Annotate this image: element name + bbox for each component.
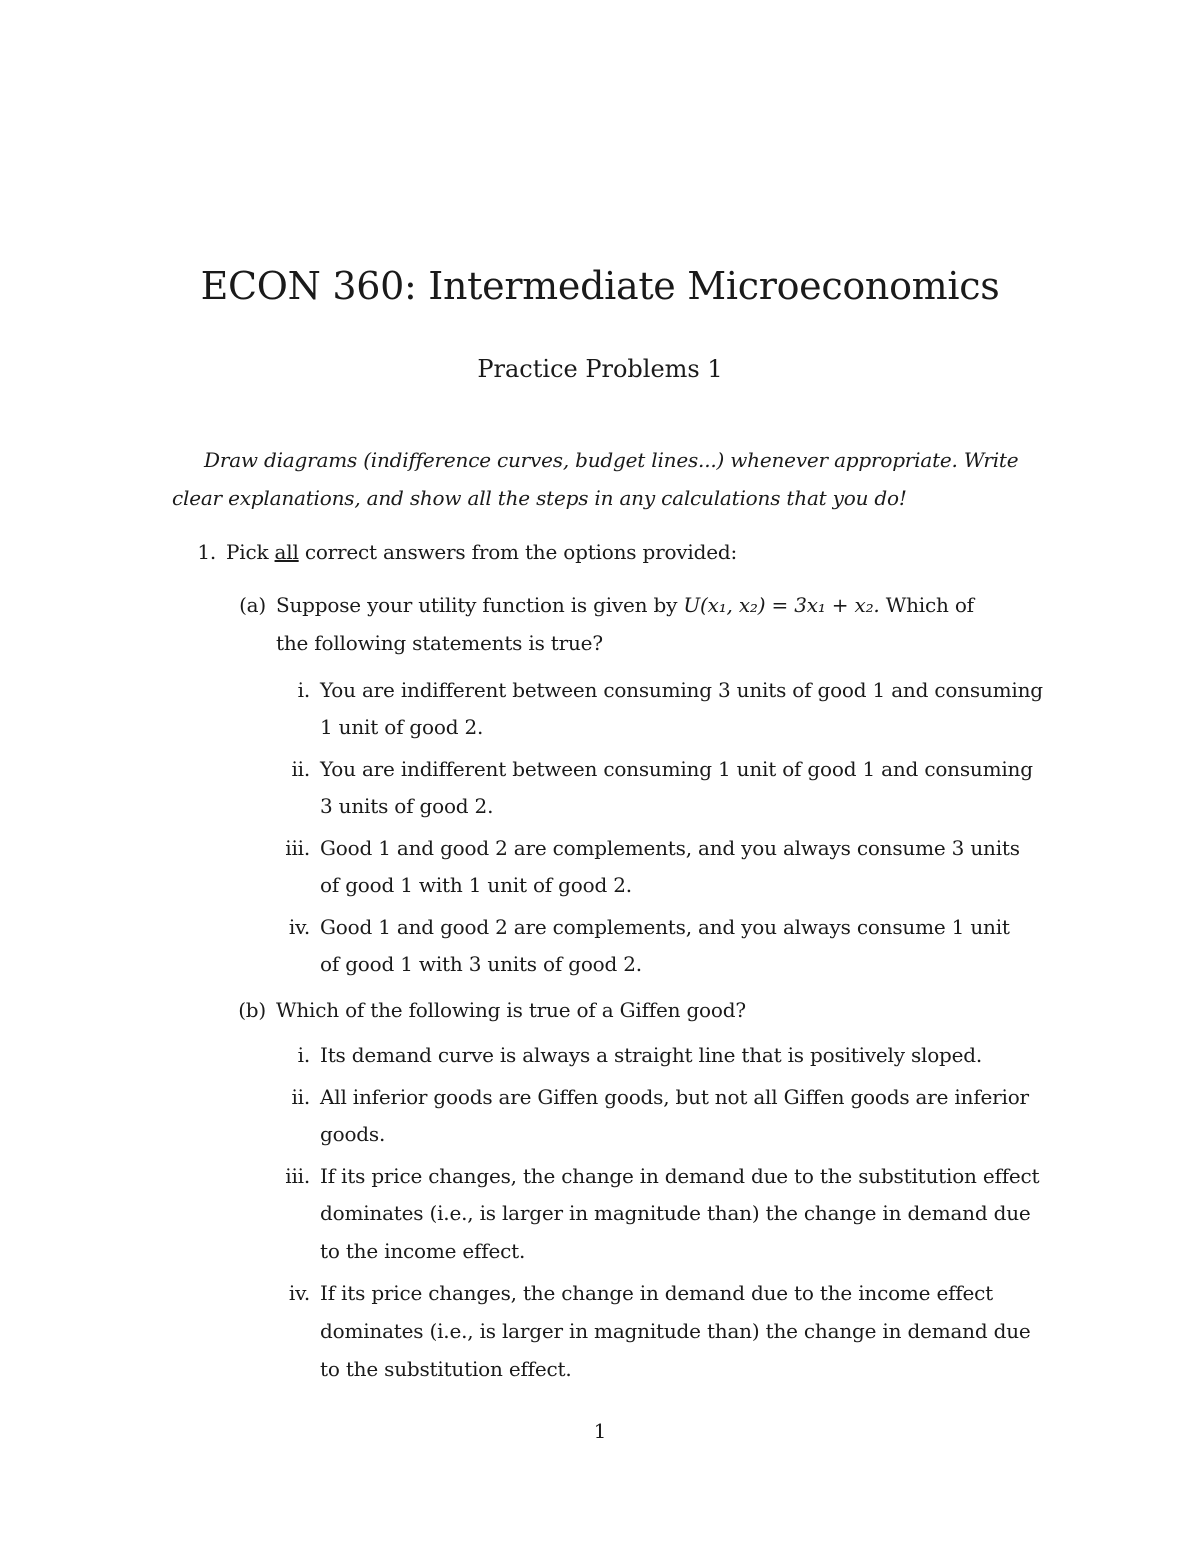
part-b-label: (b) <box>238 998 266 1022</box>
option-text-line-1: All inferior goods are Giffen goods, but not all Giffen goods are inferior <box>320 1085 1029 1109</box>
option-text-line-2: dominates (i.e., is larger in magnitude than) the change in demand due <box>320 1201 1031 1225</box>
option-label: ii. <box>291 1085 310 1109</box>
part-a-line-2: the following statements is true? <box>276 631 603 655</box>
instructions-line-2: clear explanations, and show all the steps in any calculations that you do! <box>172 486 907 510</box>
option-text-line-3: to the substitution effect. <box>320 1357 572 1381</box>
document-subtitle: Practice Problems 1 <box>477 355 723 383</box>
option-text-line-2: goods. <box>320 1122 386 1146</box>
option-text-line-2: 1 unit of good 2. <box>320 715 484 739</box>
option-text-line-1: If its price changes, the change in demand due to the income effect <box>320 1281 993 1305</box>
option-text-line-1: You are indifferent between consuming 3 units of good 1 and consuming <box>320 678 1043 702</box>
part-b-question: Which of the following is true of a Giffen good? <box>276 998 746 1022</box>
option-text-line-1: You are indifferent between consuming 1 unit of good 1 and consuming <box>320 757 1033 781</box>
option-label: iii. <box>285 1164 310 1188</box>
question-1-prefix: Pick <box>226 540 269 564</box>
part-a-label: (a) <box>239 593 266 617</box>
document-title: ECON 360: Intermediate Microeconomics <box>200 264 1000 308</box>
instructions-line-1: Draw diagrams (indifference curves, budget lines...) whenever appropriate. Write <box>204 448 1019 472</box>
option-label: i. <box>297 678 310 702</box>
page-number: 1 <box>593 1419 607 1443</box>
option-label: iii. <box>285 836 310 860</box>
question-1-suffix: correct answers from the options provided: <box>304 540 737 564</box>
option-text-line-3: to the income effect. <box>320 1239 526 1263</box>
option-text-line-2: of good 1 with 1 unit of good 2. <box>320 873 632 897</box>
utility-formula: U(x₁, x₂) = 3x₁ + x₂. <box>683 593 880 617</box>
question-number: 1. <box>197 540 216 564</box>
option-text-line-2: dominates (i.e., is larger in magnitude than) the change in demand due <box>320 1319 1031 1343</box>
option-label: iv. <box>288 915 310 939</box>
part-a-line-1-start: Suppose your utility function is given by <box>276 593 678 617</box>
option-label: ii. <box>291 757 310 781</box>
part-a-line-1-end: Which of <box>885 593 974 617</box>
option-label: iv. <box>288 1281 310 1305</box>
option-text-line-1: If its price changes, the change in demand due to the substitution effect <box>320 1164 1040 1188</box>
part-a-line-1 <box>276 592 974 618</box>
option-text-line-2: 3 units of good 2. <box>320 794 494 818</box>
option-label: i. <box>297 1043 310 1067</box>
option-text-line-1: Its demand curve is always a straight line that is positively sloped. <box>320 1043 983 1067</box>
option-text-line-1: Good 1 and good 2 are complements, and you always consume 3 units <box>320 836 1020 860</box>
option-text-line-1: Good 1 and good 2 are complements, and you always consume 1 unit <box>320 915 1010 939</box>
question-1-text <box>226 539 737 565</box>
option-text-line-2: of good 1 with 3 units of good 2. <box>320 952 642 976</box>
question-1-emphasis: all <box>274 540 299 564</box>
